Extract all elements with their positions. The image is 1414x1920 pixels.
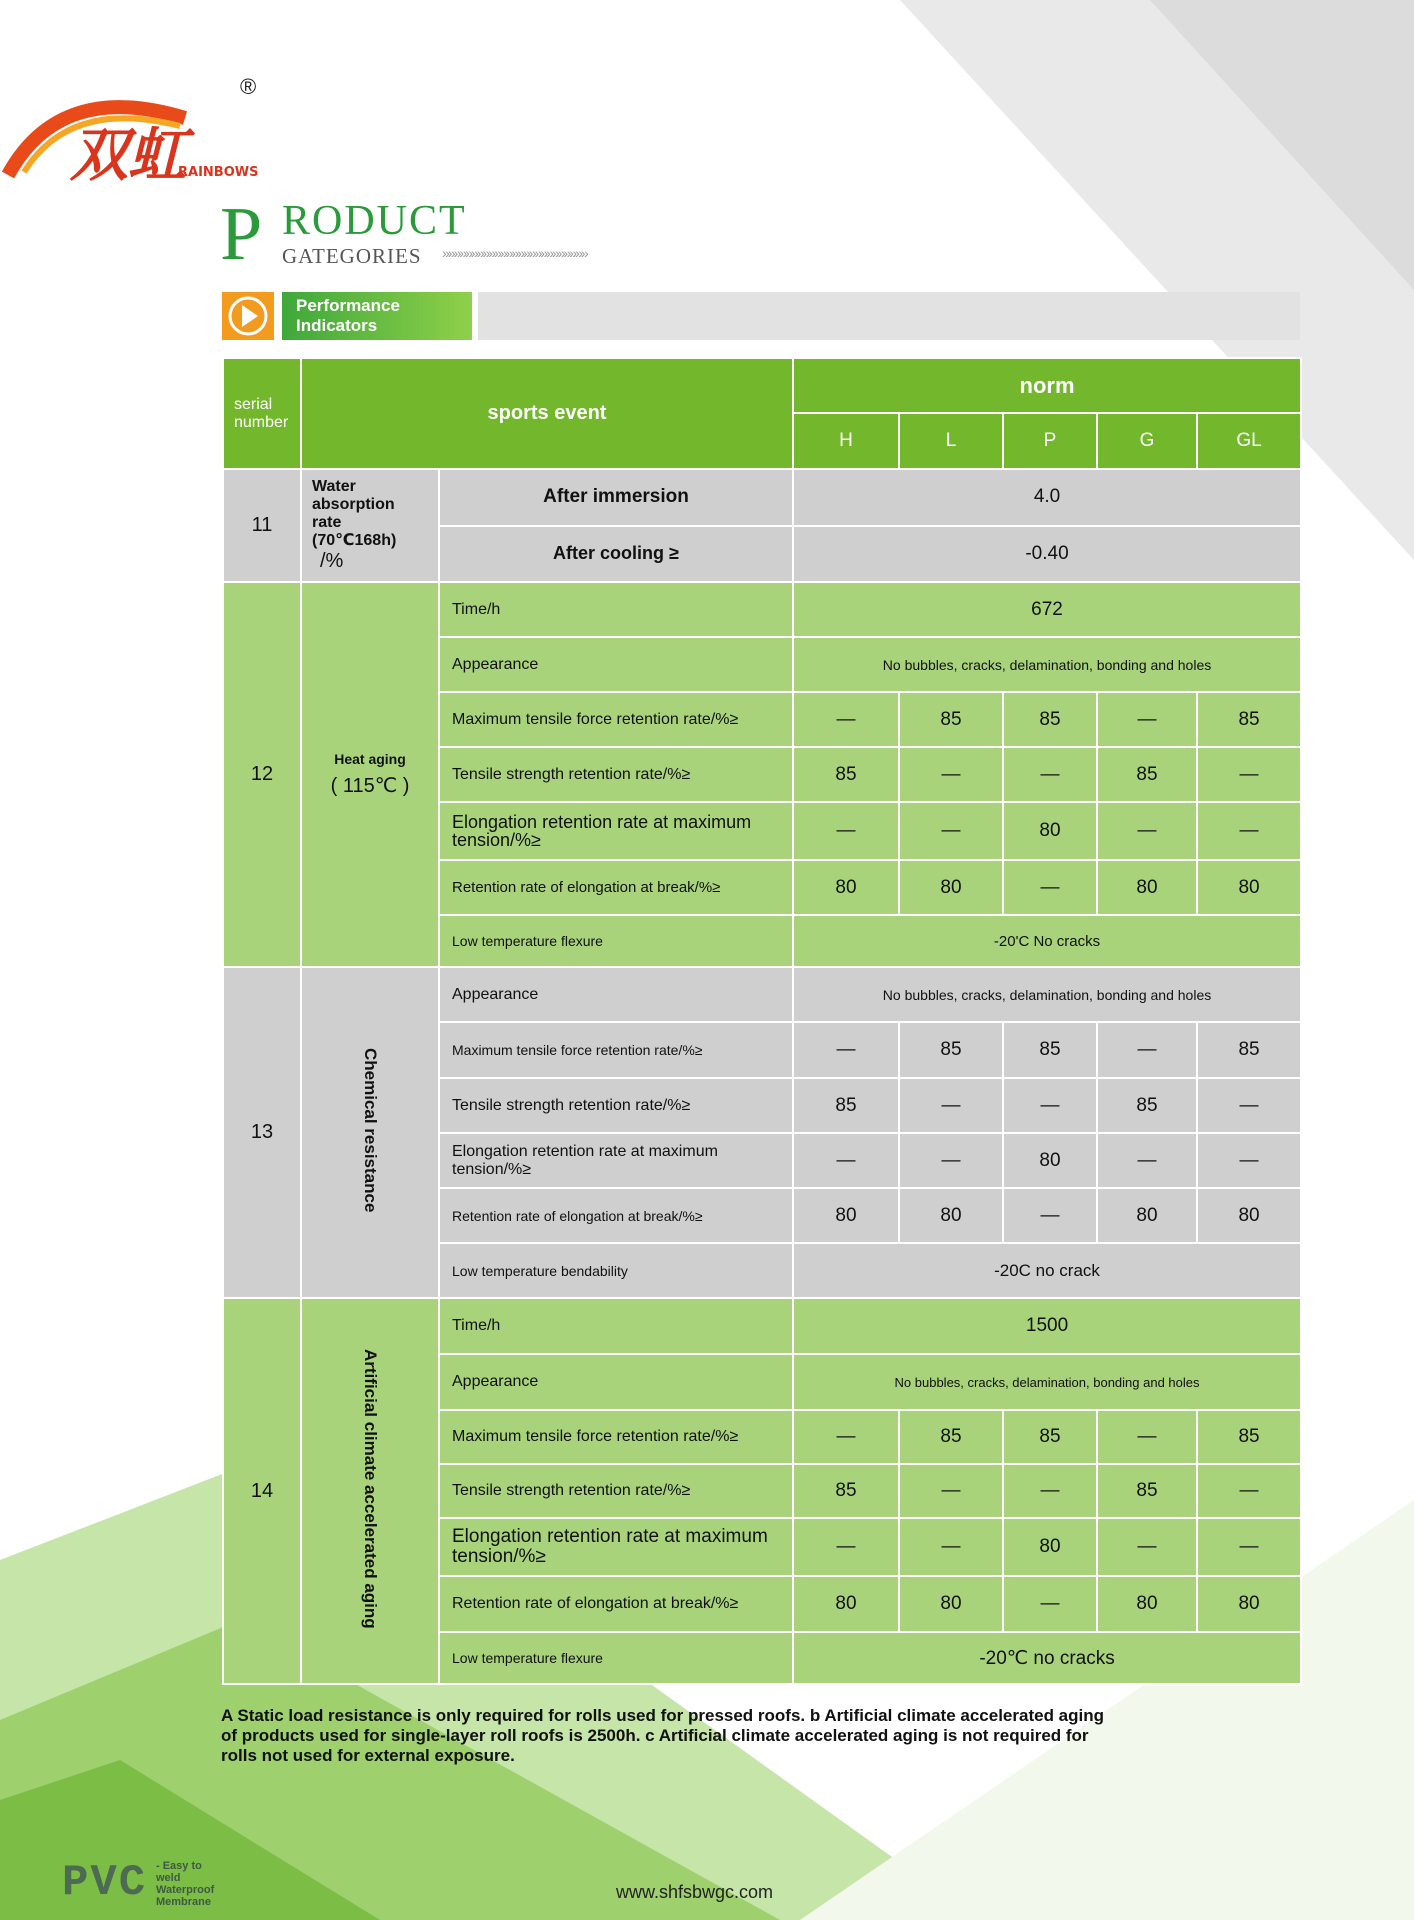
row12-r3-gl: —	[1197, 802, 1301, 860]
row13-number: 13	[223, 967, 301, 1298]
row14-r2-label: Tensile strength retention rate/%≥	[439, 1464, 793, 1518]
row14-r1-label: Maximum tensile force retention rate/%≥	[439, 1410, 793, 1464]
row14-time-val: 1500	[793, 1298, 1301, 1354]
row11-sub1: After immersion	[439, 469, 793, 526]
row12-r3-h: —	[793, 802, 899, 860]
row13-r3-label: Elongation retention rate at maximum tension/%≥	[439, 1133, 793, 1188]
row13-r2-p: —	[1003, 1078, 1097, 1133]
svg-text:RAINBOWS: RAINBOWS	[178, 165, 259, 180]
row13-r4-g: 80	[1097, 1188, 1197, 1243]
row12-r3-p: 80	[1003, 802, 1097, 860]
row12-r1-h: —	[793, 692, 899, 747]
row12-r4-p: —	[1003, 860, 1097, 915]
row14-r4-label: Retention rate of elongation at break/%≥	[439, 1576, 793, 1632]
row12-time-label: Time/h	[439, 582, 793, 637]
row14-r3-h: —	[793, 1518, 899, 1576]
row12-r1-g: —	[1097, 692, 1197, 747]
row14-r1-g: —	[1097, 1410, 1197, 1464]
row13-r2-l: —	[899, 1078, 1003, 1133]
row12-r4-gl: 80	[1197, 860, 1301, 915]
row11-val2: -0.40	[793, 526, 1301, 583]
row13-r2-gl: —	[1197, 1078, 1301, 1133]
row12-r2-gl: —	[1197, 747, 1301, 802]
row14-r2-p: —	[1003, 1464, 1097, 1518]
row14-low-val: -20℃ no cracks	[793, 1632, 1301, 1684]
pvc-logo: PVC	[62, 1858, 148, 1908]
row12-r1-p: 85	[1003, 692, 1097, 747]
row13-r4-p: —	[1003, 1188, 1097, 1243]
row14-r2-h: 85	[793, 1464, 899, 1518]
heading-arrows: »»»»»»»»»»»»»»»»»»»»»»»»»	[442, 245, 587, 261]
row13-r1-g: —	[1097, 1022, 1197, 1078]
row11-number: 11	[223, 469, 301, 582]
registered-mark: ®	[240, 74, 257, 99]
row13-r3-g: —	[1097, 1133, 1197, 1188]
row13-r3-l: —	[899, 1133, 1003, 1188]
row12-time-val: 672	[793, 582, 1301, 637]
row12-r4-h: 80	[793, 860, 899, 915]
row14-r3-p: 80	[1003, 1518, 1097, 1576]
performance-table	[222, 357, 1302, 1685]
website-link[interactable]: www.shfsbwgc.com	[616, 1882, 774, 1902]
row12-r4-l: 80	[899, 860, 1003, 915]
row14-time-label: Time/h	[439, 1298, 793, 1354]
row14-r1-p: 85	[1003, 1410, 1097, 1464]
row12-r3-l: —	[899, 802, 1003, 860]
row12-r2-g: 85	[1097, 747, 1197, 802]
row12-r4-label: Retention rate of elongation at break/%≥	[439, 860, 793, 915]
row13-r3-p: 80	[1003, 1133, 1097, 1188]
row11-group	[301, 469, 439, 582]
row13-r1-gl: 85	[1197, 1022, 1301, 1078]
row13-r1-label: Maximum tensile force retention rate/%≥	[439, 1022, 793, 1078]
row14-r3-g: —	[1097, 1518, 1197, 1576]
section-bar	[478, 292, 1300, 340]
rainbows-logo	[0, 60, 270, 190]
row13-r1-h: —	[793, 1022, 899, 1078]
row12-low-label: Low temperature flexure	[439, 915, 793, 967]
row12-r1-l: 85	[899, 692, 1003, 747]
row11-val1: 4.0	[793, 469, 1301, 526]
row12-r2-label: Tensile strength retention rate/%≥	[439, 747, 793, 802]
row13-r2-g: 85	[1097, 1078, 1197, 1133]
row13-r4-label: Retention rate of elongation at break/%≥	[439, 1188, 793, 1243]
row14-r4-p: —	[1003, 1576, 1097, 1632]
header-event: sports event	[301, 358, 793, 469]
row13-r4-l: 80	[899, 1188, 1003, 1243]
row12-r4-g: 80	[1097, 860, 1197, 915]
row14-r3-label: Elongation retention rate at maximum tension/%≥	[439, 1518, 793, 1576]
footnote: A Static load resistance is only required for rolls used for pressed roofs. b Artificial climate accelerated aging of products used for single-layer roll roofs is 2500h. c Artificial climate accelerated aging is not required for rolls not used for external exposure.	[221, 1706, 1105, 1765]
row12-group	[301, 582, 439, 967]
row14-r4-h: 80	[793, 1576, 899, 1632]
row14-number: 14	[223, 1298, 301, 1684]
pvc-tagline: - Easy to weld Waterproof Membrane	[156, 1860, 215, 1908]
row13-low-label: Low temperature bendability	[439, 1243, 793, 1298]
row14-r4-g: 80	[1097, 1576, 1197, 1632]
row14-group-label: Artificial climate accelerated aging	[361, 1348, 380, 1629]
row12-r2-l: —	[899, 747, 1003, 802]
row13-r1-l: 85	[899, 1022, 1003, 1078]
heading-initial: P	[220, 192, 263, 276]
row12-low-val: -20'C No cracks	[793, 915, 1301, 967]
heading-subtitle: GATEGORIES	[282, 244, 422, 268]
col-header-l: L	[899, 413, 1003, 469]
row13-r3-h: —	[793, 1133, 899, 1188]
row14-r4-l: 80	[899, 1576, 1003, 1632]
row14-r2-gl: —	[1197, 1464, 1301, 1518]
row12-number: 12	[223, 582, 301, 967]
row13-group-label: Chemical resistance	[361, 1047, 380, 1213]
heading-title: RODUCT	[282, 198, 467, 244]
row12-temp: ( 115℃ )	[330, 775, 410, 797]
header-serial: serial number	[223, 358, 301, 469]
col-header-g: G	[1097, 413, 1197, 469]
header-norm: norm	[793, 358, 1301, 413]
row11-group-label: Water absorption rate (70℃168h)	[312, 478, 397, 549]
row14-r2-l: —	[899, 1464, 1003, 1518]
row12-r3-label: Elongation retention rate at maximum tension/%≥	[439, 802, 793, 860]
row14-r3-l: —	[899, 1518, 1003, 1576]
row13-appearance-val: No bubbles, cracks, delamination, bonding and holes	[793, 967, 1301, 1022]
row14-appearance-label: Appearance	[439, 1354, 793, 1410]
row12-group-label: Heat aging	[334, 751, 406, 767]
row13-group	[301, 967, 439, 1298]
col-header-h: H	[793, 413, 899, 469]
row12-appearance-val: No bubbles, cracks, delamination, bonding and holes	[793, 637, 1301, 692]
row13-low-val: -20C no crack	[793, 1243, 1301, 1298]
row13-r1-p: 85	[1003, 1022, 1097, 1078]
row12-appearance-label: Appearance	[439, 637, 793, 692]
row14-group	[301, 1298, 439, 1684]
section-title: Performance Indicators	[282, 292, 472, 340]
row12-r2-h: 85	[793, 747, 899, 802]
row13-r3-gl: —	[1197, 1133, 1301, 1188]
row14-r1-h: —	[793, 1410, 899, 1464]
col-header-p: P	[1003, 413, 1097, 469]
row14-r1-l: 85	[899, 1410, 1003, 1464]
row12-r3-g: —	[1097, 802, 1197, 860]
row14-low-label: Low temperature flexure	[439, 1632, 793, 1684]
row14-r4-gl: 80	[1197, 1576, 1301, 1632]
row12-r1-label: Maximum tensile force retention rate/%≥	[439, 692, 793, 747]
row13-r2-h: 85	[793, 1078, 899, 1133]
row13-r4-h: 80	[793, 1188, 899, 1243]
svg-text:双虹: 双虹	[70, 121, 187, 189]
row14-r3-gl: —	[1197, 1518, 1301, 1576]
row13-appearance-label: Appearance	[439, 967, 793, 1022]
row14-appearance-val: No bubbles, cracks, delamination, bonding and holes	[793, 1354, 1301, 1410]
row14-r1-gl: 85	[1197, 1410, 1301, 1464]
play-icon	[222, 292, 274, 340]
row14-r2-g: 85	[1097, 1464, 1197, 1518]
row11-unit: /%	[320, 550, 344, 572]
col-header-gl: GL	[1197, 413, 1301, 469]
row12-r1-gl: 85	[1197, 692, 1301, 747]
row13-r2-label: Tensile strength retention rate/%≥	[439, 1078, 793, 1133]
row12-r2-p: —	[1003, 747, 1097, 802]
row13-r4-gl: 80	[1197, 1188, 1301, 1243]
row11-sub2: After cooling ≥	[439, 526, 793, 583]
